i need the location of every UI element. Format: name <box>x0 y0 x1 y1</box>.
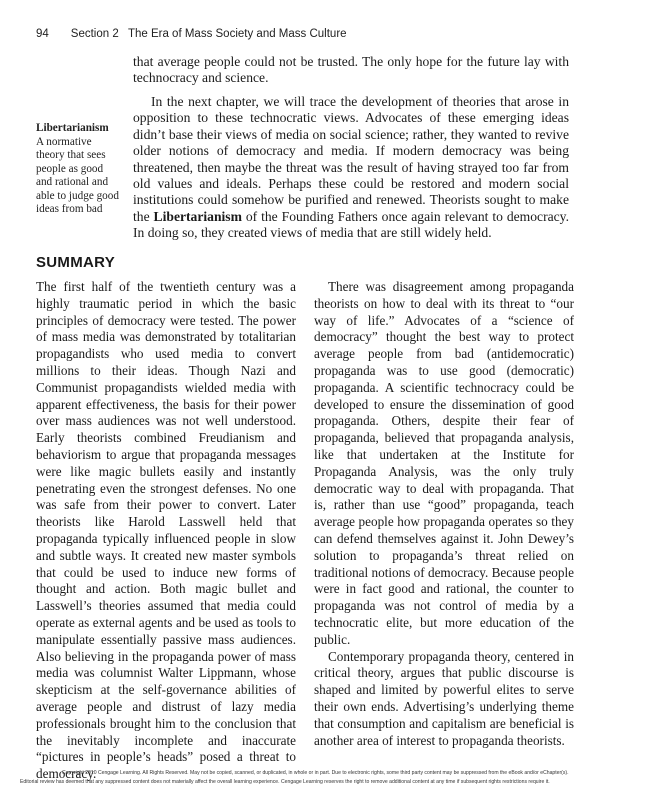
copyright-footer-line-2: Editorial review has deemed that any suppressed content does not materially affect the overall learning experience. Cengage Learning reserves the right to remove additional content at any time if subsequent rights restrictions require it. <box>20 779 550 785</box>
glossary-definition: A normative theory that sees people as good and rational and able to judge good ideas from bad <box>36 135 119 215</box>
glossary-term: Libertarianism <box>36 122 109 134</box>
summary-right-column <box>314 279 574 749</box>
intro-paragraph-1: that average people could not be trusted. The only hope for the future lay with technocracy and science. <box>133 54 569 86</box>
margin-glossary-note <box>36 122 122 217</box>
intro-paragraph-2 <box>133 94 569 242</box>
intro-paragraph-2-before: In the next chapter, we will trace the development of theories that arose in opposition to these technocratic views. Advocates of these emerging ideas didn’t base their views of media on social science; rather, they wanted to revive older notions of democracy and media. If modern democracy was being threatened, then maybe the threat was the result of having strayed too far from old values and ideals. Perhaps these could be restored and modern social institutions could somehow be purified and renewed. Theorists sought to make the <box>133 94 569 224</box>
section-label: Section 2 <box>70 28 119 40</box>
summary-left-paragraph: The first half of the twentieth century was a highly traumatic period in which the basic principles of democracy were tested. The power of mass media was demonstrated by totalitarian propagandists who used media to convert millions to their ideas. Though Nazi and Communist propagandists wielded media with apparent effectiveness, the basis for their power over mass audiences was not well understood. Early theorists combined Freudianism and behaviorism to argue that propaganda messages were like magic bullets easily and instantly penetrating even the strongest defenses. No one was safe from their power to convert. Later theorists like Harold Lasswell held that propaganda typically influenced people in slow and subtle ways. It created new master symbols that could be used to induce new forms of thought and action. Both magic bullet and Lasswell’s theories assumed that media could operate as external agents and be used as tools to manipulate essentially passive mass audiences. Also believing in the propaganda power of mass media was columnist Walter Lippmann, whose skepticism at the self-governance abilities of average people and distrust of lazy media professionals brought him to the conclusion that the inevitably incomplete and inaccurate “pictures in people’s heads” posed a threat to democracy. <box>36 279 296 782</box>
section-title: The Era of Mass Society and Mass Culture <box>127 28 347 40</box>
summary-left-column <box>36 279 296 783</box>
running-header <box>36 28 616 40</box>
page-number: 94 <box>36 28 49 40</box>
summary-right-paragraph-2: Contemporary propaganda theory, centered in critical theory, argues that public discourse is shaped and limited by powerful elites to serve their own ends. Advertising’s underlying theme that consumption and capitalism are beneficial is another area of interest to propaganda theorists. <box>314 648 574 748</box>
summary-right-paragraph-1: There was disagreement among propaganda theorists on how to deal with its threat to “our way of life.” Advocates of a “science of democracy” thought the best way to protect average people from bad (antidemocratic) propaganda was to use good (democratic) propaganda. A scientific technocracy could be developed to ensure the dissemination of good propaganda. Others, despite their fear of propaganda, believed that propaganda analysis, like that undertaken at the Institute for Propaganda Analysis, was the only truly democratic way to deal with propaganda. That is, rather than use “good” propaganda, teach average people how propaganda operates so they can defend themselves against it. John Dewey’s solution to propaganda’s threat relied on traditional notions of democracy. Because people were in fact good and rational, the counter to propaganda was not control of media by a technocratic elite, but more education of the public. <box>314 279 574 647</box>
intro-paragraph-2-after: of the Founding Fathers once again relevant to democracy. In doing so, they created views of media that are still widely held. <box>133 208 569 241</box>
libertarianism-term: Libertarianism <box>153 208 242 224</box>
copyright-footer-line-1: Copyright 2010 Cengage Learning. All Rights Reserved. May not be copied, scanned, or duplicated, in whole or in part. Due to electronic rights, some third party content may be suppressed from the eBook and/or eChapter(s). <box>62 770 569 776</box>
summary-heading: SUMMARY <box>36 254 116 271</box>
